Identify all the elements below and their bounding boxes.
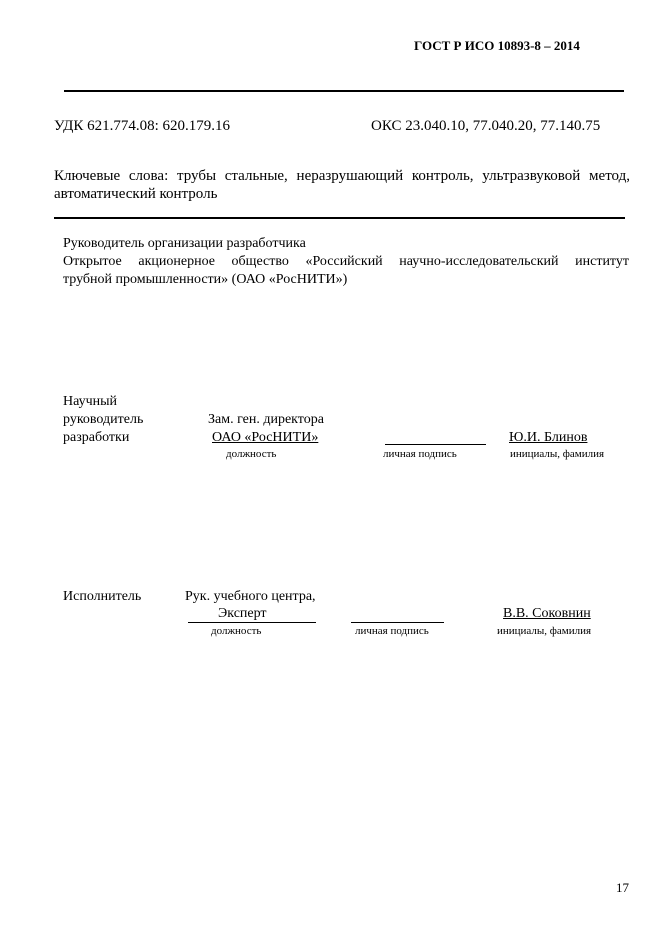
supervisor-caption-name: инициалы, фамилия <box>510 448 605 460</box>
udk-code: УДК 621.774.08: 620.179.16 <box>54 118 231 134</box>
supervisor-role-line-2: руководитель <box>63 412 144 427</box>
supervisor-caption-position: должность <box>226 448 277 460</box>
supervisor-position-line-1: Зам. ген. директора <box>208 412 324 427</box>
executor-position-underline <box>188 622 316 623</box>
supervisor-name: Ю.И. Блинов <box>509 430 588 445</box>
supervisor-position-line-2: ОАО «РосНИТИ» <box>212 430 319 445</box>
executor-signature-line <box>351 622 444 623</box>
executor-caption-name: инициалы, фамилия <box>497 625 592 637</box>
oks-code: ОКС 23.040.10, 77.040.20, 77.140.75 <box>371 118 601 134</box>
executor-caption-signature: личная подпись <box>355 625 429 637</box>
executor-caption-position: должность <box>211 625 262 637</box>
page-number: 17 <box>616 880 629 895</box>
keywords-line-2: автоматический контроль <box>54 186 218 202</box>
executor-role: Исполнитель <box>63 589 142 604</box>
keywords-line-1: Ключевые слова: трубы стальные, неразрушающий контроль, ультразвуковой метод, <box>54 168 630 184</box>
executor-position-line-1: Рук. учебного центра, <box>185 589 316 604</box>
executor-name: В.В. Соковнин <box>503 606 591 621</box>
supervisor-signature-line <box>385 444 486 445</box>
document-standard-number: ГОСТ Р ИСО 10893-8 – 2014 <box>414 38 580 53</box>
organization-heading: Руководитель организации разработчика <box>63 236 306 251</box>
executor-position-line-2: Эксперт <box>218 606 267 621</box>
supervisor-role-line-1: Научный <box>63 394 118 409</box>
top-divider <box>64 90 624 92</box>
organization-line-2: трубной промышленности» (ОАО «РосНИТИ») <box>63 272 348 287</box>
supervisor-caption-signature: личная подпись <box>383 448 457 460</box>
supervisor-role-line-3: разработки <box>63 430 130 445</box>
organization-line-1: Открытое акционерное общество «Российский научно-исследовательский институт <box>63 254 629 269</box>
keywords-divider <box>54 217 625 219</box>
